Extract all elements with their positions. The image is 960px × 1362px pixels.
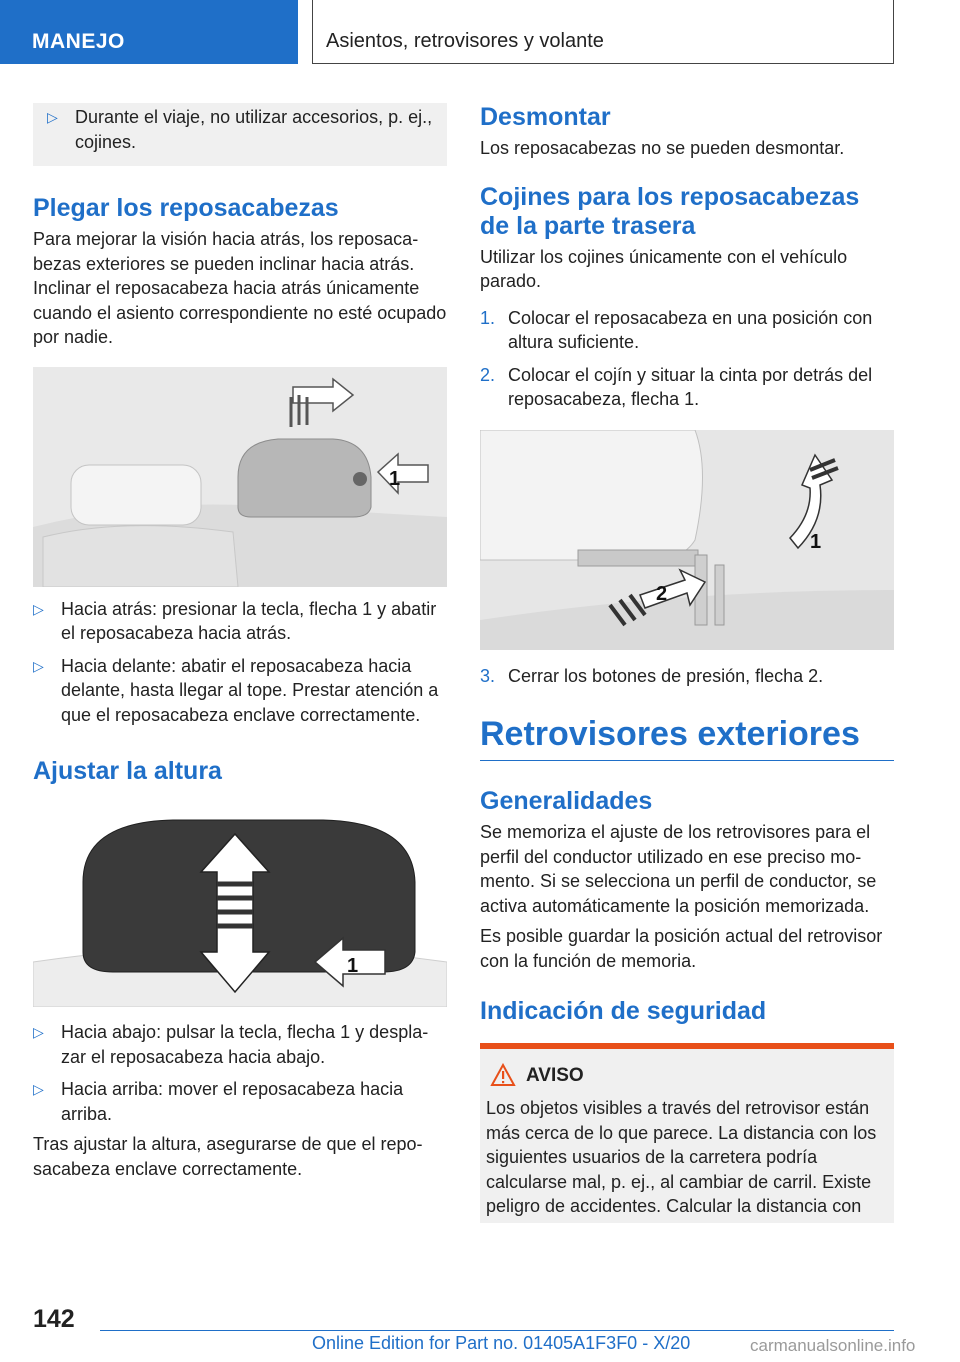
list-item: ▷ Durante el viaje, no utilizar accesorios, p. ej., cojines.: [47, 107, 433, 152]
paragraph-general-2: Es posible guardar la posición actual del retrovisor con la función de memoria.: [480, 926, 883, 971]
section-tab: [0, 0, 298, 64]
cushion-illustration: [480, 430, 894, 650]
heading-cushion: Cojines para los reposacabezas de la parte trasera: [480, 182, 860, 240]
chapter-header: [312, 0, 894, 64]
heading-safety: Indicación de seguridad: [480, 997, 767, 1025]
watermark: carmanualsonline.info: [750, 1336, 916, 1355]
heading-height: Ajustar la altura: [33, 757, 222, 785]
warning-bar: [480, 1043, 894, 1049]
figure-headrest-height: [33, 812, 447, 1007]
heading-mirrors: Retrovisores exteriores: [480, 715, 860, 753]
footer-divider: [100, 1330, 894, 1331]
page-number: 142: [33, 1305, 75, 1333]
triangle-right-icon: ▷: [33, 657, 44, 674]
heading-remove: Desmontar: [480, 103, 611, 131]
warning-triangle-icon: [490, 1063, 516, 1087]
arrow-label-1: 1: [810, 530, 822, 553]
triangle-right-icon: ▷: [33, 600, 44, 617]
list-item: 1. Colocar el reposacabeza en una posición con altura suficiente.: [480, 307, 873, 352]
left-column: [33, 103, 447, 1181]
arrow-label-2: 2: [656, 582, 668, 605]
section-title: MANEJO: [32, 30, 125, 53]
footer-edition: Online Edition for Part no. 01405A1F3F0 - X/20: [312, 1333, 691, 1353]
paragraph-cushion: Utilizar los cojines únicamente con el vehículo parado.: [480, 246, 848, 291]
warning-box: [480, 1043, 894, 1223]
chapter-title: Asientos, retrovisores y volante: [326, 30, 604, 52]
paragraph-general-1: Se memoriza el ajuste de los retrovisores para el perfil del conductor utilizado en ese preciso momento. Si se selecciona un perfil de conductor, se activa automáticamente la posición memorizada.: [480, 822, 877, 916]
paragraph-after-height: Tras ajustar la altura, asegurarse de que el reposacabeza enclave correctamente.: [33, 1134, 423, 1179]
figure-headrest-fold: [33, 367, 447, 587]
headrest-height-illustration: [33, 812, 447, 1007]
arrow-label: 1: [389, 467, 401, 490]
heading-fold: Plegar los reposacabezas: [33, 194, 339, 222]
note-box: [33, 103, 447, 166]
heading-general: Generalidades: [480, 787, 653, 815]
list-item: ▷ Hacia arriba: mover el reposacabeza hacia arriba.: [33, 1079, 404, 1124]
list-item: ▷ Hacia atrás: presionar la tecla, flecha 1 y abatir el reposacabeza hacia atrás.: [33, 598, 437, 643]
list-item: ▷ Hacia abajo: pulsar la tecla, flecha 1 y desplazar el reposacabeza hacia abajo.: [33, 1022, 429, 1067]
warning-text: Los objetos visibles a través del retrovisor están más cerca de lo que parece. La distancia con los siguientes usuarios de la carretera podría calcularse mal, p. ej., al cambiar de carril. Existe peligro de accidentes. Calcular la distancia con: [486, 1098, 877, 1216]
list-item: 2. Colocar el cojín y situar la cinta por detrás del reposacabeza, flecha 1.: [480, 364, 873, 409]
warning-title: AVISO: [526, 1065, 584, 1086]
triangle-right-icon: ▷: [33, 1081, 44, 1097]
triangle-right-icon: ▷: [47, 109, 58, 125]
list-item: 3. Cerrar los botones de presión, flecha 2.: [480, 665, 824, 686]
chapter-heading-block: [480, 714, 894, 761]
paragraph-remove: Los reposacabezas no se pueden desmontar.: [480, 138, 845, 158]
list-item: ▷ Hacia delante: abatir el reposacabeza hacia delante, hasta llegar al tope. Prestar atención a que el reposacabeza enclave correctamente.: [33, 655, 439, 725]
paragraph-fold: Para mejorar la visión hacia atrás, los reposacabezas exteriores se pueden inclinar hacia atrás. Inclinar el reposacabeza hacia atrás únicamente cuando el asiento correspondiente no esté ocupado por nadie.: [33, 229, 447, 347]
headrest-fold-illustration: [33, 367, 447, 587]
figure-cushion: [480, 430, 894, 650]
triangle-right-icon: ▷: [33, 1024, 44, 1040]
arrow-label: 1: [347, 955, 359, 977]
right-column: [480, 103, 894, 1223]
